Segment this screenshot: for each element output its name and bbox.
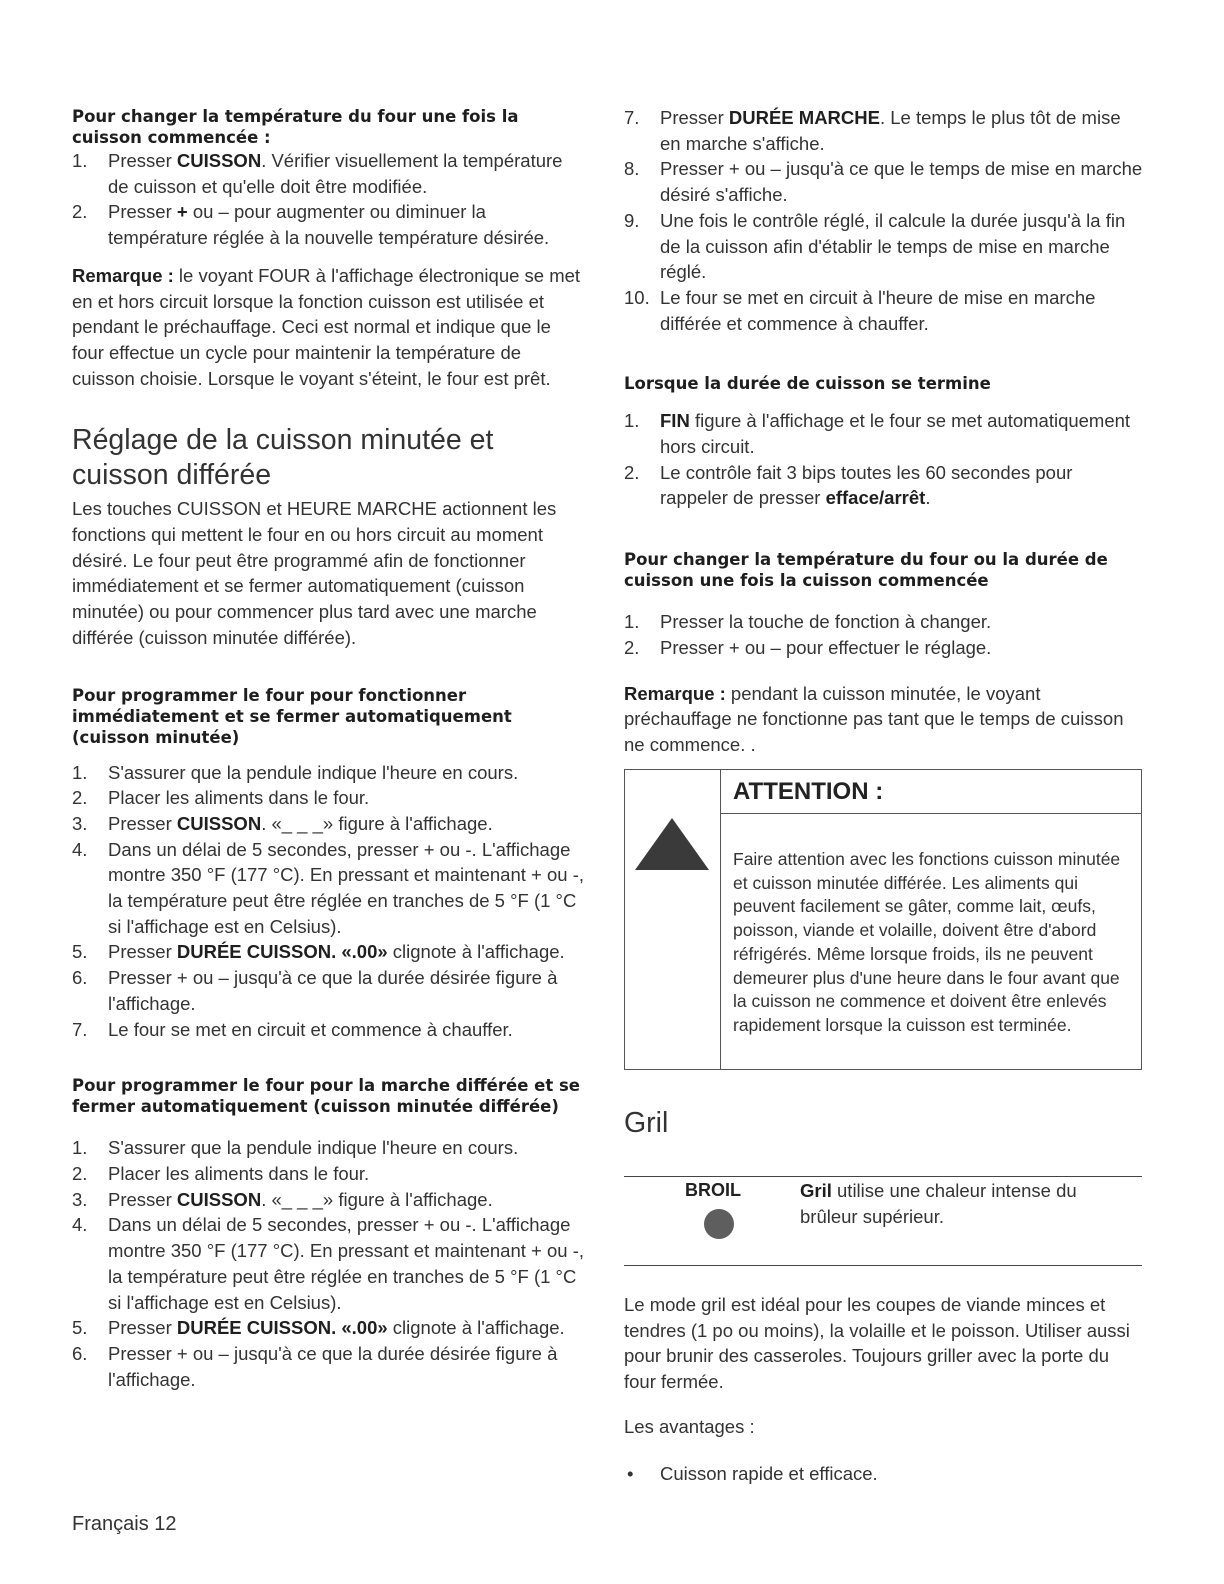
- list-item: [72, 199, 587, 250]
- step-number: 2.: [72, 787, 88, 809]
- broil-description: [800, 1178, 1120, 1229]
- step-number: 10.: [624, 286, 650, 308]
- steps-end-of-cooking: [624, 408, 1144, 511]
- step-number: 9.: [624, 209, 640, 231]
- step-number: 4.: [72, 1214, 88, 1236]
- step-text: figure à l'affichage et le four se met automatiquement hors circuit.: [660, 410, 1131, 458]
- heading-gril: Gril: [624, 1107, 669, 1139]
- step-text: Presser: [108, 201, 177, 223]
- remark-label: Remarque :: [72, 264, 174, 286]
- right-column: [624, 105, 1144, 758]
- remark2-paragraph: [624, 681, 1144, 758]
- list-item: [624, 609, 1144, 635]
- step-number: 3.: [72, 812, 88, 834]
- attention-icon-cell: [625, 770, 721, 1069]
- broil-button-icon: [704, 1209, 734, 1239]
- steps-change-temp: [72, 148, 587, 251]
- remark2-label: Remarque :: [624, 682, 726, 704]
- list-item: [624, 208, 1144, 285]
- step-keyword: CUISSON: [176, 1188, 262, 1210]
- list-item: [72, 1341, 587, 1392]
- step-text: Placer les aliments dans le four.: [108, 787, 370, 809]
- step-text: Le contrôle fait 3 bips toutes les 60 secondes pour rappeler de presser: [660, 461, 1073, 509]
- step-text: clignote à l'affichage.: [387, 941, 565, 963]
- step-text: . Le temps le plus tôt de mise en marche s'affiche.: [660, 107, 1121, 154]
- step-keyword: DURÉE MARCHE: [728, 107, 880, 128]
- step-text: Le four se met en circuit et commence à chauffer.: [108, 1018, 513, 1040]
- step-text: . «_ _ _» figure à l'affichage.: [261, 1188, 493, 1210]
- step-text: .: [925, 487, 931, 509]
- bullet-dot: •: [627, 1463, 634, 1484]
- step-number: 3.: [72, 1188, 88, 1210]
- step-text: Presser: [108, 812, 177, 834]
- steps-delayed-continued: [624, 105, 1144, 336]
- attention-box: [624, 769, 1142, 1070]
- list-item: [72, 811, 587, 837]
- advantages-label: Les avantages :: [624, 1416, 755, 1437]
- step-text: Presser: [108, 150, 177, 171]
- step-number: 4.: [72, 838, 88, 860]
- step-text: S'assurer que la pendule indique l'heure en cours.: [108, 761, 519, 783]
- list-item: [624, 156, 1144, 207]
- list-item: [72, 1135, 587, 1161]
- step-text: Placer les aliments dans le four.: [108, 1162, 370, 1184]
- step-text: Presser la touche de fonction à changer.: [660, 611, 992, 633]
- step-text: Presser: [660, 107, 729, 128]
- step-number: 5.: [72, 941, 88, 963]
- step-number: 2.: [72, 201, 88, 223]
- step-number: 6.: [72, 967, 88, 989]
- list-item: [624, 105, 1144, 156]
- step-text: . Vérifier visuellement la température de cuisson et qu'elle doit être modifiée.: [108, 150, 563, 197]
- step-text: Presser: [108, 941, 177, 963]
- step-number: 2.: [72, 1162, 88, 1184]
- intro-paragraph: Les touches CUISSON et HEURE MARCHE actionnent les fonctions qui mettent le four en ou hors circuit au moment désiré. Le four peut être programmé afin de fonctionner immédiatement et se fermer automatiquement (cuisson minutée) ou pour commencer plus tard avec une marche différée (cuisson minutée différée).: [72, 498, 557, 648]
- steps-change-during: [624, 609, 1144, 660]
- step-number: 8.: [624, 158, 640, 180]
- step-keyword: +: [176, 201, 188, 223]
- step-text: S'assurer que la pendule indique l'heure en cours.: [108, 1137, 519, 1159]
- step-number: 1.: [624, 611, 640, 633]
- step-text: Presser: [108, 1317, 177, 1339]
- broil-description-text: utilise une chaleur intense du brûleur supérieur.: [800, 1180, 1077, 1227]
- step-text: Presser + ou – jusqu'à ce que le temps de mise en marche désiré s'affiche.: [660, 158, 1143, 206]
- attention-title: ATTENTION :: [721, 770, 1141, 814]
- list-item: [624, 460, 1144, 511]
- step-text: Le four se met en circuit à l'heure de mise en marche différée et commence à chauffer.: [660, 286, 1096, 334]
- step-text: Presser + ou – pour effectuer le réglage.: [660, 636, 992, 658]
- list-item: [72, 148, 587, 199]
- steps-delayed: [72, 1135, 587, 1392]
- list-item: [624, 285, 1144, 336]
- step-text: Une fois le contrôle réglé, il calcule la durée jusqu'à la fin de la cuisson afin d'établir le temps de mise en marche réglé.: [660, 209, 1126, 283]
- step-text: Presser: [108, 1188, 177, 1210]
- section-title-change-temp: Pour changer la température du four une fois la cuisson commencée :: [72, 107, 519, 147]
- step-text: Presser + ou – jusqu'à ce que la durée désirée figure à l'affichage.: [108, 1342, 558, 1390]
- step-number: 1.: [72, 150, 88, 171]
- broil-key-row: [624, 1176, 1142, 1266]
- list-item: [72, 1212, 587, 1315]
- list-item: [72, 837, 587, 940]
- list-item: [72, 1187, 587, 1213]
- section-title-timed: Pour programmer le four pour fonctionner immédiatement et se fermer automatiquement (cuisson minutée): [72, 685, 512, 747]
- step-number: 2.: [624, 636, 640, 658]
- list-item: [72, 939, 587, 965]
- gril-paragraph: Le mode gril est idéal pour les coupes de viande minces et tendres (1 po ou moins), la volaille et le poisson. Utiliser aussi pour brunir des casseroles. Toujours griller avec la porte du four fermée.: [624, 1294, 1130, 1393]
- section-title-end-of-cooking: Lorsque la durée de cuisson se termine: [624, 374, 991, 394]
- step-text: . «_ _ _» figure à l'affichage.: [261, 812, 493, 834]
- step-number: 7.: [72, 1018, 88, 1040]
- list-item: [72, 1161, 587, 1187]
- broil-key-label: BROIL: [685, 1180, 741, 1200]
- step-number: 2.: [624, 461, 640, 483]
- list-item: [72, 760, 587, 786]
- step-number: 1.: [72, 761, 88, 783]
- warning-triangle-icon: [633, 816, 711, 872]
- step-text: clignote à l'affichage.: [387, 1317, 565, 1339]
- step-text: ou – pour augmenter ou diminuer la température réglée à la nouvelle température désirée.: [108, 201, 550, 249]
- step-number: 7.: [624, 107, 640, 128]
- step-keyword: DURÉE CUISSON. «.00»: [176, 1317, 388, 1339]
- remark2-text: pendant la cuisson minutée, le voyant préchauffage ne fonctionne pas tant que le temps de cuisson ne commence. .: [624, 682, 1124, 755]
- step-keyword: CUISSON: [176, 812, 262, 834]
- list-item: [72, 965, 587, 1016]
- step-number: 5.: [72, 1317, 88, 1339]
- step-number: 1.: [624, 410, 640, 432]
- step-keyword: DURÉE CUISSON. «.00»: [176, 941, 388, 963]
- list-item: [72, 1017, 587, 1043]
- step-text: Presser + ou – jusqu'à ce que la durée désirée figure à l'affichage.: [108, 967, 558, 1014]
- step-keyword: CUISSON: [176, 150, 262, 171]
- list-item: [72, 1315, 587, 1341]
- broil-description-bold: Gril: [800, 1180, 832, 1201]
- step-text: Dans un délai de 5 secondes, presser + ou -. L'affichage montre 350 °F (177 °C). En pressant et maintenant + ou -, la température peut être réglée en tranches de 5 °F (1 °C si l'affichage est en Celsius).: [108, 838, 584, 937]
- list-item: [624, 635, 1144, 661]
- step-keyword: FIN: [660, 410, 690, 432]
- section-title-delayed: Pour programmer le four pour la marche différée et se fermer automatiquement (cuisson minutée différée): [72, 1076, 580, 1117]
- remark-text: le voyant FOUR à l'affichage électronique se met en et hors circuit lorsque la fonction cuisson est utilisée et pendant le préchauffage. Ceci est normal et indique que le four effectue un cycle pour maintenir la température de cuisson choisie. Lorsque le voyant s'éteint, le four est prêt.: [72, 264, 581, 389]
- step-number: 6.: [72, 1342, 88, 1364]
- left-column: [72, 100, 587, 1392]
- steps-timed: [72, 760, 587, 1043]
- list-item: [72, 785, 587, 811]
- section-title-change-during: Pour changer la température du four ou la durée de cuisson une fois la cuisson commencée: [624, 550, 1108, 591]
- step-text: Dans un délai de 5 secondes, presser + ou -. L'affichage montre 350 °F (177 °C). En pressant et maintenant + ou -, la température peut être réglée en tranches de 5 °F (1 °C si l'affichage est en Celsius).: [108, 1214, 584, 1313]
- step-keyword: efface/arrêt: [825, 487, 926, 509]
- list-item: [624, 408, 1144, 459]
- remark-paragraph: [72, 263, 587, 392]
- page-footer: Français 12: [72, 1513, 177, 1535]
- heading-timed-cooking: Réglage de la cuisson minutée et cuisson différée: [72, 424, 494, 492]
- bullet-text: Cuisson rapide et efficace.: [660, 1463, 878, 1484]
- step-number: 1.: [72, 1137, 88, 1159]
- attention-text: Faire attention avec les fonctions cuisson minutée et cuisson minutée différée. Les aliments qui peuvent facilement se gâter, comme lait, œufs, poisson, viande et volaille, doivent être d'abord réfrigérés. Même lorsque froids, ils ne peuvent demeurer plus d'une heure dans le four avant que la cuisson ne commence et doivent être enlevés rapidement lorsque la cuisson est terminée.: [733, 849, 1121, 1035]
